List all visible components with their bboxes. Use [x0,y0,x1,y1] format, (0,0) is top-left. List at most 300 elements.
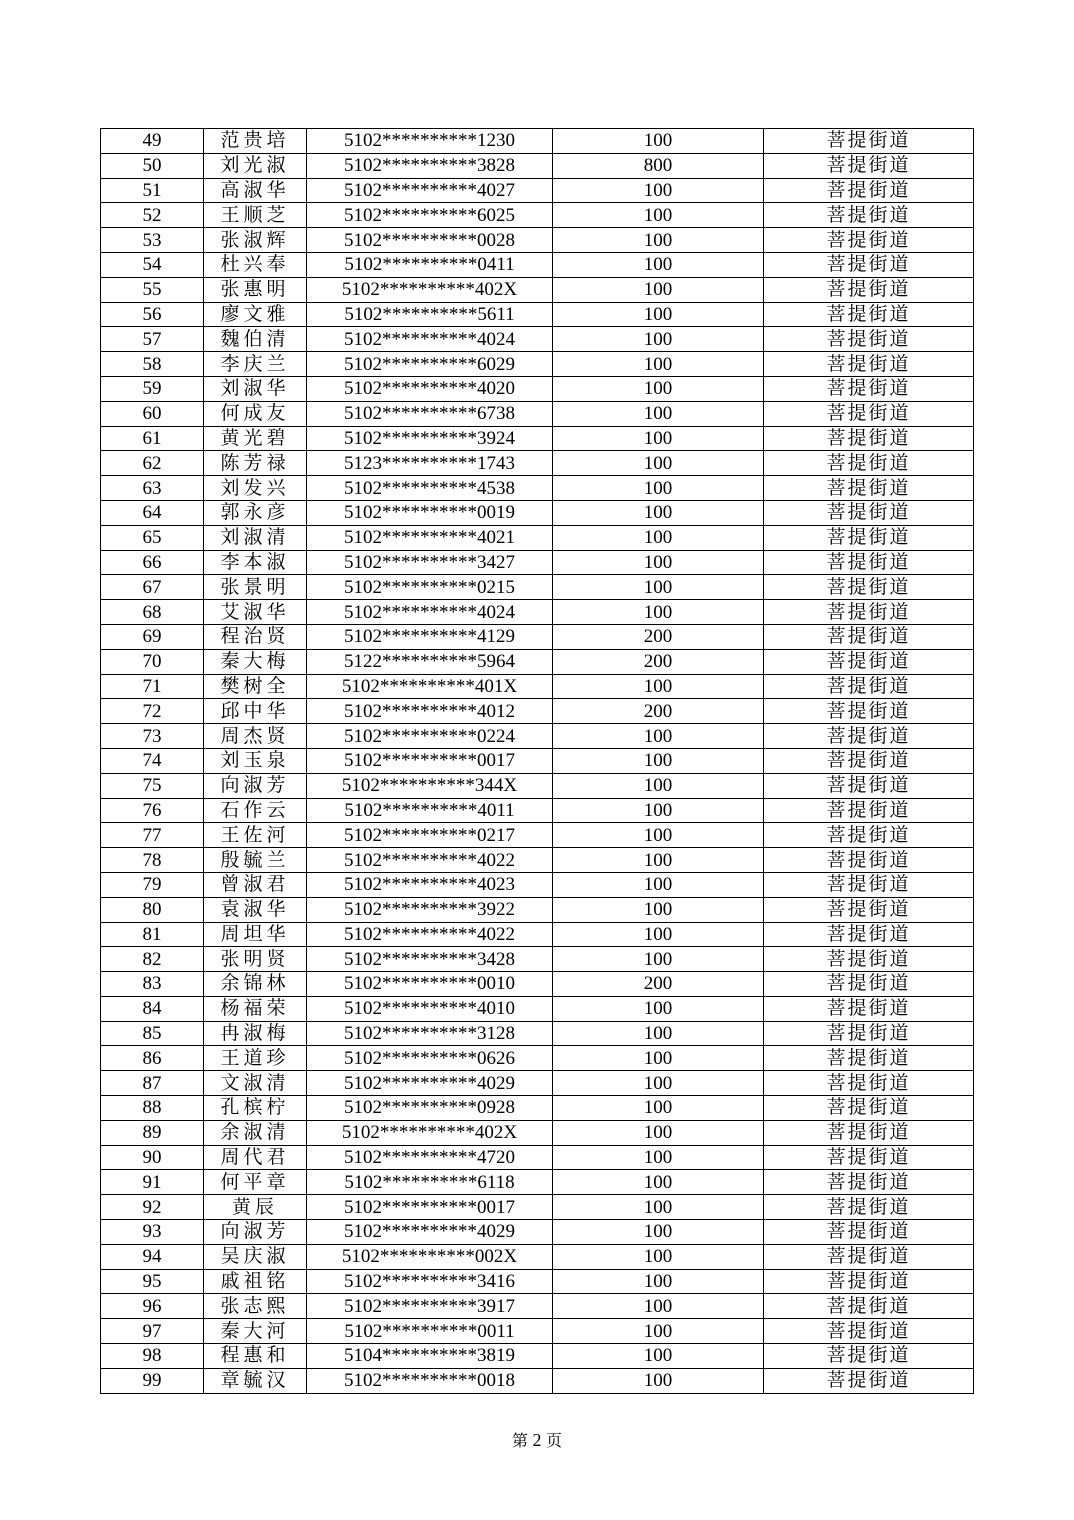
table-row [101,401,974,426]
page-label-prefix: 第 [511,1431,528,1450]
id-number-cell: 5104**********3819 [307,1344,553,1369]
street-cell: 菩提街道 [764,203,974,228]
table-row [101,352,974,377]
id-number-cell: 5102**********4022 [307,848,553,873]
amount-cell: 100 [553,228,764,253]
amount-cell: 100 [553,500,764,525]
row-number-cell: 55 [101,277,204,302]
id-number-cell: 5102**********4011 [307,798,553,823]
table-row [101,203,974,228]
amount-cell: 100 [553,1096,764,1121]
id-number-cell: 5102**********4010 [307,996,553,1021]
amount-cell: 100 [553,1269,764,1294]
street-cell: 菩提街道 [764,178,974,203]
amount-cell: 100 [553,674,764,699]
amount-cell: 100 [553,476,764,501]
street-cell: 菩提街道 [764,947,974,972]
amount-cell: 100 [553,203,764,228]
row-number-cell: 70 [101,649,204,674]
name-cell: 刘玉泉 [204,748,307,773]
name-cell: 张志熙 [204,1294,307,1319]
name-cell: 刘发兴 [204,476,307,501]
id-number-cell: 5102**********0011 [307,1319,553,1344]
name-cell: 秦大梅 [204,649,307,674]
id-number-cell: 5122**********5964 [307,649,553,674]
street-cell: 菩提街道 [764,327,974,352]
amount-cell: 100 [553,1120,764,1145]
amount-cell: 100 [553,302,764,327]
id-number-cell: 5102**********4012 [307,699,553,724]
amount-cell: 100 [553,1195,764,1220]
table-row [101,1145,974,1170]
name-cell: 刘淑清 [204,525,307,550]
id-number-cell: 5102**********3428 [307,947,553,972]
name-cell: 何平章 [204,1170,307,1195]
name-cell: 李庆兰 [204,352,307,377]
table-row [101,153,974,178]
amount-cell: 100 [553,1145,764,1170]
name-cell: 周坦华 [204,922,307,947]
id-number-cell: 5102**********0010 [307,972,553,997]
table-row [101,724,974,749]
row-number-cell: 60 [101,401,204,426]
street-cell: 菩提街道 [764,228,974,253]
id-number-cell: 5102**********401X [307,674,553,699]
name-cell: 张明贤 [204,947,307,972]
row-number-cell: 79 [101,872,204,897]
id-number-cell: 5102**********0215 [307,575,553,600]
amount-cell: 100 [553,352,764,377]
street-cell: 菩提街道 [764,649,974,674]
name-cell: 黄辰 [204,1195,307,1220]
page-label-suffix: 页 [546,1431,563,1450]
name-cell: 秦大河 [204,1319,307,1344]
street-cell: 菩提街道 [764,129,974,154]
row-number-cell: 65 [101,525,204,550]
amount-cell: 100 [553,724,764,749]
id-number-cell: 5102**********3128 [307,1021,553,1046]
amount-cell: 100 [553,550,764,575]
table-row [101,228,974,253]
name-cell: 郭永彦 [204,500,307,525]
name-cell: 孔槟柠 [204,1096,307,1121]
id-number-cell: 5102**********4024 [307,600,553,625]
table-row [101,1294,974,1319]
amount-cell: 100 [553,277,764,302]
amount-cell: 200 [553,699,764,724]
table-row [101,1021,974,1046]
id-number-cell: 5102**********3416 [307,1269,553,1294]
table-row [101,575,974,600]
table-row [101,525,974,550]
amount-cell: 100 [553,773,764,798]
table-row [101,947,974,972]
name-cell: 邱中华 [204,699,307,724]
name-cell: 刘光淑 [204,153,307,178]
row-number-cell: 56 [101,302,204,327]
table-row [101,476,974,501]
row-number-cell: 84 [101,996,204,1021]
table-row [101,922,974,947]
street-cell: 菩提街道 [764,1096,974,1121]
id-number-cell: 5102**********0626 [307,1046,553,1071]
id-number-cell: 5102**********3924 [307,426,553,451]
name-cell: 陈芳禄 [204,451,307,476]
row-number-cell: 74 [101,748,204,773]
table-row [101,1220,974,1245]
table-row [101,699,974,724]
name-cell: 吴庆淑 [204,1244,307,1269]
name-cell: 余锦林 [204,972,307,997]
row-number-cell: 68 [101,600,204,625]
id-number-cell: 5102**********3922 [307,897,553,922]
table-row [101,1170,974,1195]
row-number-cell: 85 [101,1021,204,1046]
street-cell: 菩提街道 [764,1294,974,1319]
id-number-cell: 5102**********4020 [307,376,553,401]
row-number-cell: 94 [101,1244,204,1269]
table-row [101,178,974,203]
name-cell: 魏伯清 [204,327,307,352]
street-cell: 菩提街道 [764,500,974,525]
street-cell: 菩提街道 [764,1269,974,1294]
table-row [101,1269,974,1294]
amount-cell: 100 [553,848,764,873]
row-number-cell: 73 [101,724,204,749]
name-cell: 王佐河 [204,823,307,848]
street-cell: 菩提街道 [764,1344,974,1369]
street-cell: 菩提街道 [764,872,974,897]
table-row [101,798,974,823]
street-cell: 菩提街道 [764,1145,974,1170]
table-row [101,848,974,873]
table-row [101,376,974,401]
table-row [101,1368,974,1393]
name-cell: 杜兴奉 [204,252,307,277]
table-row [101,1071,974,1096]
amount-cell: 100 [553,1294,764,1319]
street-cell: 菩提街道 [764,748,974,773]
name-cell: 刘淑华 [204,376,307,401]
name-cell: 冉淑梅 [204,1021,307,1046]
table-row [101,996,974,1021]
name-cell: 向淑芳 [204,773,307,798]
name-cell: 何成友 [204,401,307,426]
street-cell: 菩提街道 [764,674,974,699]
row-number-cell: 97 [101,1319,204,1344]
name-cell: 曾淑君 [204,872,307,897]
table-row [101,129,974,154]
name-cell: 张淑辉 [204,228,307,253]
table-row [101,451,974,476]
table-row [101,674,974,699]
name-cell: 向淑芳 [204,1220,307,1245]
id-number-cell: 5102**********0028 [307,228,553,253]
street-cell: 菩提街道 [764,1319,974,1344]
page-number: 2 [532,1430,542,1450]
table-row [101,624,974,649]
id-number-cell: 5102**********0217 [307,823,553,848]
street-cell: 菩提街道 [764,1046,974,1071]
amount-cell: 100 [553,1368,764,1393]
row-number-cell: 72 [101,699,204,724]
table-row [101,897,974,922]
row-number-cell: 62 [101,451,204,476]
row-number-cell: 76 [101,798,204,823]
id-number-cell: 5102**********4538 [307,476,553,501]
street-cell: 菩提街道 [764,823,974,848]
name-cell: 王顺芝 [204,203,307,228]
amount-cell: 100 [553,376,764,401]
row-number-cell: 82 [101,947,204,972]
street-cell: 菩提街道 [764,1195,974,1220]
amount-cell: 100 [553,872,764,897]
row-number-cell: 81 [101,922,204,947]
amount-cell: 100 [553,252,764,277]
table-row [101,600,974,625]
table-row [101,327,974,352]
table-row [101,252,974,277]
amount-cell: 100 [553,1244,764,1269]
row-number-cell: 64 [101,500,204,525]
row-number-cell: 66 [101,550,204,575]
row-number-cell: 75 [101,773,204,798]
row-number-cell: 59 [101,376,204,401]
row-number-cell: 50 [101,153,204,178]
row-number-cell: 96 [101,1294,204,1319]
amount-cell: 100 [553,1344,764,1369]
name-cell: 黄光碧 [204,426,307,451]
street-cell: 菩提街道 [764,401,974,426]
street-cell: 菩提街道 [764,1220,974,1245]
row-number-cell: 61 [101,426,204,451]
table-row [101,1096,974,1121]
table-row [101,773,974,798]
id-number-cell: 5102**********4022 [307,922,553,947]
amount-cell: 100 [553,748,764,773]
id-number-cell: 5102**********3828 [307,153,553,178]
table-row [101,748,974,773]
row-number-cell: 53 [101,228,204,253]
table-row [101,550,974,575]
street-cell: 菩提街道 [764,1244,974,1269]
table-row [101,823,974,848]
id-number-cell: 5102**********6118 [307,1170,553,1195]
name-cell: 高淑华 [204,178,307,203]
row-number-cell: 83 [101,972,204,997]
table-row [101,1244,974,1269]
name-cell: 袁淑华 [204,897,307,922]
row-number-cell: 86 [101,1046,204,1071]
row-number-cell: 77 [101,823,204,848]
street-cell: 菩提街道 [764,922,974,947]
name-cell: 周杰贤 [204,724,307,749]
id-number-cell: 5102**********0017 [307,748,553,773]
id-number-cell: 5102**********0411 [307,252,553,277]
id-number-cell: 5102**********4024 [307,327,553,352]
street-cell: 菩提街道 [764,352,974,377]
street-cell: 菩提街道 [764,451,974,476]
street-cell: 菩提街道 [764,476,974,501]
amount-cell: 100 [553,1046,764,1071]
amount-cell: 100 [553,1170,764,1195]
street-cell: 菩提街道 [764,525,974,550]
row-number-cell: 49 [101,129,204,154]
row-number-cell: 63 [101,476,204,501]
name-cell: 程惠和 [204,1344,307,1369]
id-number-cell: 5102**********344X [307,773,553,798]
name-cell: 周代君 [204,1145,307,1170]
amount-cell: 100 [553,525,764,550]
name-cell: 殷毓兰 [204,848,307,873]
street-cell: 菩提街道 [764,848,974,873]
id-number-cell: 5102**********0019 [307,500,553,525]
id-number-cell: 5102**********0224 [307,724,553,749]
id-number-cell: 5102**********402X [307,1120,553,1145]
row-number-cell: 92 [101,1195,204,1220]
amount-cell: 100 [553,1319,764,1344]
table-row [101,1046,974,1071]
row-number-cell: 99 [101,1368,204,1393]
street-cell: 菩提街道 [764,724,974,749]
amount-cell: 100 [553,897,764,922]
row-number-cell: 67 [101,575,204,600]
street-cell: 菩提街道 [764,773,974,798]
row-number-cell: 54 [101,252,204,277]
street-cell: 菩提街道 [764,153,974,178]
id-number-cell: 5102**********0928 [307,1096,553,1121]
id-number-cell: 5102**********6738 [307,401,553,426]
row-number-cell: 87 [101,1071,204,1096]
amount-cell: 800 [553,153,764,178]
street-cell: 菩提街道 [764,426,974,451]
amount-cell: 100 [553,600,764,625]
name-cell: 章毓汉 [204,1368,307,1393]
name-cell: 李本淑 [204,550,307,575]
id-number-cell: 5102**********3917 [307,1294,553,1319]
street-cell: 菩提街道 [764,798,974,823]
row-number-cell: 51 [101,178,204,203]
id-number-cell: 5102**********1230 [307,129,553,154]
id-number-cell: 5102**********4023 [307,872,553,897]
amount-cell: 100 [553,1220,764,1245]
amount-cell: 200 [553,649,764,674]
street-cell: 菩提街道 [764,376,974,401]
street-cell: 菩提街道 [764,575,974,600]
table-row [101,500,974,525]
row-number-cell: 52 [101,203,204,228]
name-cell: 廖文雅 [204,302,307,327]
id-number-cell: 5102**********4029 [307,1071,553,1096]
table-row [101,1319,974,1344]
id-number-cell: 5102**********002X [307,1244,553,1269]
amount-cell: 200 [553,624,764,649]
id-number-cell: 5123**********1743 [307,451,553,476]
id-number-cell: 5102**********3427 [307,550,553,575]
name-cell: 余淑清 [204,1120,307,1145]
street-cell: 菩提街道 [764,550,974,575]
street-cell: 菩提街道 [764,624,974,649]
id-number-cell: 5102**********6029 [307,352,553,377]
row-number-cell: 90 [101,1145,204,1170]
name-cell: 文淑清 [204,1071,307,1096]
amount-cell: 100 [553,1071,764,1096]
street-cell: 菩提街道 [764,1368,974,1393]
street-cell: 菩提街道 [764,1170,974,1195]
row-number-cell: 98 [101,1344,204,1369]
row-number-cell: 57 [101,327,204,352]
table-row [101,1195,974,1220]
roster-table [100,128,974,1394]
street-cell: 菩提街道 [764,1120,974,1145]
name-cell: 程治贤 [204,624,307,649]
street-cell: 菩提街道 [764,897,974,922]
id-number-cell: 5102**********4029 [307,1220,553,1245]
row-number-cell: 93 [101,1220,204,1245]
street-cell: 菩提街道 [764,600,974,625]
street-cell: 菩提街道 [764,252,974,277]
amount-cell: 100 [553,575,764,600]
id-number-cell: 5102**********4021 [307,525,553,550]
amount-cell: 100 [553,426,764,451]
amount-cell: 100 [553,1021,764,1046]
street-cell: 菩提街道 [764,1021,974,1046]
name-cell: 艾淑华 [204,600,307,625]
id-number-cell: 5102**********402X [307,277,553,302]
street-cell: 菩提街道 [764,302,974,327]
row-number-cell: 71 [101,674,204,699]
table-row [101,426,974,451]
id-number-cell: 5102**********4720 [307,1145,553,1170]
amount-cell: 100 [553,327,764,352]
table-row [101,277,974,302]
amount-cell: 100 [553,451,764,476]
amount-cell: 100 [553,178,764,203]
table-row [101,1120,974,1145]
row-number-cell: 78 [101,848,204,873]
table-row [101,302,974,327]
row-number-cell: 80 [101,897,204,922]
amount-cell: 100 [553,922,764,947]
table-row [101,972,974,997]
amount-cell: 100 [553,947,764,972]
street-cell: 菩提街道 [764,1071,974,1096]
amount-cell: 100 [553,129,764,154]
table-row [101,1344,974,1369]
page-footer [0,1428,1074,1451]
name-cell: 范贵培 [204,129,307,154]
street-cell: 菩提街道 [764,277,974,302]
table-row [101,872,974,897]
street-cell: 菩提街道 [764,996,974,1021]
street-cell: 菩提街道 [764,972,974,997]
name-cell: 戚祖铭 [204,1269,307,1294]
row-number-cell: 88 [101,1096,204,1121]
amount-cell: 100 [553,823,764,848]
id-number-cell: 5102**********5611 [307,302,553,327]
name-cell: 张景明 [204,575,307,600]
name-cell: 杨福荣 [204,996,307,1021]
id-number-cell: 5102**********4129 [307,624,553,649]
id-number-cell: 5102**********4027 [307,178,553,203]
name-cell: 石作云 [204,798,307,823]
row-number-cell: 69 [101,624,204,649]
row-number-cell: 58 [101,352,204,377]
roster-body [101,129,974,1394]
id-number-cell: 5102**********0017 [307,1195,553,1220]
street-cell: 菩提街道 [764,699,974,724]
name-cell: 张惠明 [204,277,307,302]
